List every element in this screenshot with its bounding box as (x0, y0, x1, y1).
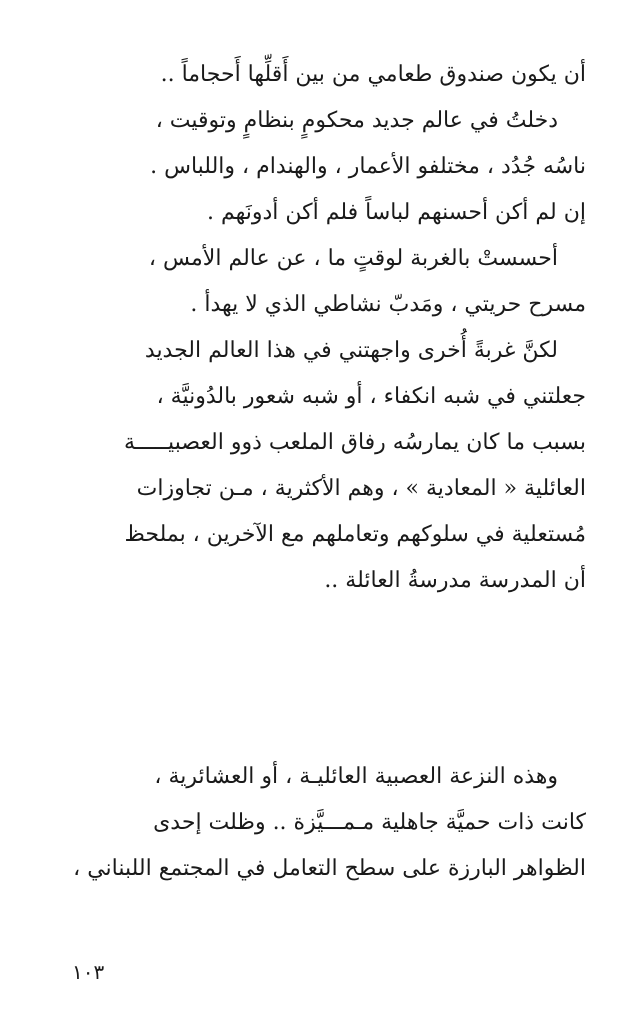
page-number: ١٠٣ (72, 960, 105, 984)
text-line: أحسستْ بالغربة لوقتٍ ما ، عن عالم الأمس ، (148, 246, 558, 271)
text-line: كانت ذات حميَّة جاهلية مـمـــيَّزة .. وظلت إحدى (153, 810, 586, 835)
text-line: الظواهر البارزة على سطح التعامل في المجتمع اللبناني ، (73, 856, 586, 881)
text-line: لكنَّ غربةً أُخرى واجهتني في هذا العالم الجديد (144, 338, 558, 363)
text-line: العائلية « المعادية » ، وهم الأكثرية ، مـن تجاوزات (136, 476, 586, 501)
paragraph-1 (56, 52, 586, 604)
text-line: جعلتني في شبه انكفاء ، أو شبه شعور بالدُونيَّة ، (156, 384, 586, 409)
text-line: دخلتُ في عالم جديد محكومٍ بنظامٍ وتوقيت ، (155, 108, 558, 133)
text-line: مُستعلية في سلوكهم وتعاملهم مع الآخرين ، بملحظ (124, 522, 586, 547)
text-line: أن يكون صندوق طعامي من بين أَقلِّها أَحجاماً .. (160, 62, 586, 87)
text-line: بسبب ما كان يمارسُه رفاق الملعب ذوو العصبيـــــة (124, 430, 586, 455)
text-line: إن لم أكن أحسنهم لباساً فلم أكن أدونَهم . (206, 200, 586, 225)
text-line: وهذه النزعة العصبية العائليـة ، أو العشائرية ، (154, 764, 558, 789)
text-line: مسرح حريتي ، ومَدبّ نشاطي الذي لا يهدأ . (190, 292, 586, 317)
paragraph-2 (56, 754, 586, 892)
text-line: أن المدرسة مدرسةُ العائلة .. (324, 568, 586, 593)
text-line: ناسُه جُدُد ، مختلفو الأعمار ، والهندام ، واللباس . (150, 154, 586, 179)
